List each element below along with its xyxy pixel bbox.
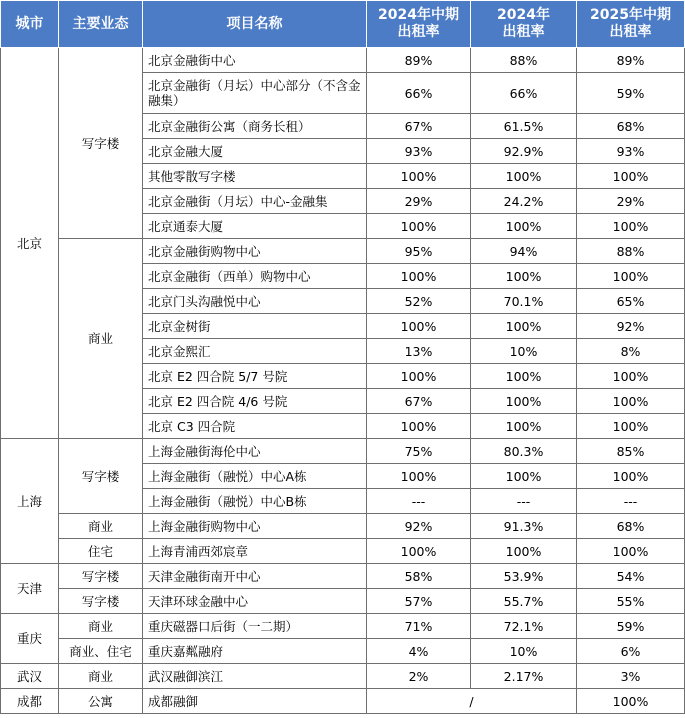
rate-2024: 92.9%: [471, 139, 577, 164]
rate-2025-mid: 55%: [577, 589, 685, 614]
rate-2024-mid: 71%: [367, 614, 471, 639]
project-name: 上海金融街（融悦）中心B栋: [143, 489, 367, 514]
table-row: [1, 689, 685, 714]
project-name: 北京 C3 四合院: [143, 414, 367, 439]
rate-2025-mid: 65%: [577, 289, 685, 314]
rate-2024-mid: 100%: [367, 164, 471, 189]
rate-2025-mid: 100%: [577, 214, 685, 239]
rate-2025-mid: 89%: [577, 48, 685, 73]
rate-2024: 10%: [471, 639, 577, 664]
project-name: 上海金融街购物中心: [143, 514, 367, 539]
project-name: 北京金融街中心: [143, 48, 367, 73]
project-name: 北京金融街（西单）购物中心: [143, 264, 367, 289]
rate-2024-mid: 57%: [367, 589, 471, 614]
project-name: 北京金熙汇: [143, 339, 367, 364]
rate-2025-mid: 88%: [577, 239, 685, 264]
project-name: 上海金融街海伦中心: [143, 439, 367, 464]
rate-2024: 91.3%: [471, 514, 577, 539]
format-cell: 商业、住宅: [59, 639, 143, 664]
table-header-row: [1, 1, 685, 48]
project-name: 成都融御: [143, 689, 367, 714]
project-name: 天津金融街南开中心: [143, 564, 367, 589]
table-row: [1, 48, 685, 73]
header-city: 城市: [1, 1, 59, 48]
city-cell: 成都: [1, 689, 59, 714]
rate-2025-mid: 85%: [577, 439, 685, 464]
rate-2024-mid: 100%: [367, 464, 471, 489]
rate-2025-mid: 59%: [577, 73, 685, 114]
rate-2025-mid: 100%: [577, 414, 685, 439]
format-cell: 商业: [59, 514, 143, 539]
rate-2024: 100%: [471, 364, 577, 389]
rate-2025-mid: 100%: [577, 364, 685, 389]
rate-2025-mid: 100%: [577, 389, 685, 414]
format-cell: 商业: [59, 239, 143, 439]
rate-2024-mid: 89%: [367, 48, 471, 73]
rate-2024-mid: ---: [367, 489, 471, 514]
rate-2024-mid: 4%: [367, 639, 471, 664]
city-cell: 北京: [1, 48, 59, 439]
rate-2025-mid: 29%: [577, 189, 685, 214]
rate-2024: 80.3%: [471, 439, 577, 464]
project-name: 上海金融街（融悦）中心A栋: [143, 464, 367, 489]
project-name: 天津环球金融中心: [143, 589, 367, 614]
rate-2025-mid: 59%: [577, 614, 685, 639]
rate-2024-mid: 100%: [367, 214, 471, 239]
header-format: 主要业态: [59, 1, 143, 48]
rate-2025-mid: 68%: [577, 514, 685, 539]
rate-2025-mid: 100%: [577, 464, 685, 489]
rate-2024: 72.1%: [471, 614, 577, 639]
rate-2024-mid: 100%: [367, 414, 471, 439]
rate-2025-mid: 6%: [577, 639, 685, 664]
rate-2024: 53.9%: [471, 564, 577, 589]
rate-2025-mid: 92%: [577, 314, 685, 339]
header-2025-mid-rate: 2025年中期 出租率: [577, 1, 685, 48]
rate-2024: ---: [471, 489, 577, 514]
rate-2024-mid: 29%: [367, 189, 471, 214]
project-name: 北京门头沟融悦中心: [143, 289, 367, 314]
rate-2024-mid: 93%: [367, 139, 471, 164]
rate-2024-mid: 95%: [367, 239, 471, 264]
rate-2025-mid: 100%: [577, 264, 685, 289]
project-name: 武汉融御滨江: [143, 664, 367, 689]
project-name: 其他零散写字楼: [143, 164, 367, 189]
rate-2024-mid: 67%: [367, 114, 471, 139]
city-cell: 上海: [1, 439, 59, 564]
rate-2024: 61.5%: [471, 114, 577, 139]
project-name: 北京金融街（月坛）中心部分（不含金融集）: [143, 73, 367, 114]
rate-2024-mid: 58%: [367, 564, 471, 589]
rate-2025-mid: 100%: [577, 164, 685, 189]
rate-2024-mid: 100%: [367, 539, 471, 564]
rate-2025-mid: 93%: [577, 139, 685, 164]
city-cell: 武汉: [1, 664, 59, 689]
header-2024-mid-rate: 2024年中期 出租率: [367, 1, 471, 48]
rate-2024-mid: 13%: [367, 339, 471, 364]
rate-2024: 100%: [471, 464, 577, 489]
table-row: [1, 589, 685, 614]
table-row: [1, 664, 685, 689]
rate-2025-mid: 68%: [577, 114, 685, 139]
project-name: 北京金树街: [143, 314, 367, 339]
project-name: 重庆磁器口后街（一二期）: [143, 614, 367, 639]
rate-2024: 100%: [471, 539, 577, 564]
rate-2024: 24.2%: [471, 189, 577, 214]
table-row: [1, 564, 685, 589]
rate-2024-mid: 100%: [367, 364, 471, 389]
rate-2025-mid: 100%: [577, 539, 685, 564]
header-project: 项目名称: [143, 1, 367, 48]
project-name: 北京金融大厦: [143, 139, 367, 164]
rate-2024-mid: 100%: [367, 264, 471, 289]
rate-2025-mid: 54%: [577, 564, 685, 589]
header-2024-rate: 2024年 出租率: [471, 1, 577, 48]
table-row: [1, 439, 685, 464]
rate-2024-mid: 100%: [367, 314, 471, 339]
project-name: 北京金融街购物中心: [143, 239, 367, 264]
rate-2024-mid: 67%: [367, 389, 471, 414]
project-name: 北京 E2 四合院 4/6 号院: [143, 389, 367, 414]
table-row: [1, 639, 685, 664]
rate-2025-mid: 8%: [577, 339, 685, 364]
table-row: [1, 539, 685, 564]
project-name: 重庆嘉粼融府: [143, 639, 367, 664]
project-name: 北京金融街公寓（商务长租）: [143, 114, 367, 139]
format-cell: 住宅: [59, 539, 143, 564]
rate-2024: 100%: [471, 164, 577, 189]
rate-2024-mid: 66%: [367, 73, 471, 114]
rate-2025-mid: ---: [577, 489, 685, 514]
table-row: [1, 239, 685, 264]
project-name: 北京 E2 四合院 5/7 号院: [143, 364, 367, 389]
rate-2024: 100%: [471, 414, 577, 439]
table-row: [1, 514, 685, 539]
format-cell: 写字楼: [59, 48, 143, 239]
city-cell: 重庆: [1, 614, 59, 664]
format-cell: 写字楼: [59, 564, 143, 589]
rate-2024: 70.1%: [471, 289, 577, 314]
rate-2024: 55.7%: [471, 589, 577, 614]
rate-2024: 10%: [471, 339, 577, 364]
format-cell: 写字楼: [59, 589, 143, 614]
rate-2024: 2.17%: [471, 664, 577, 689]
city-cell: 天津: [1, 564, 59, 614]
rate-2024-merged: /: [367, 689, 577, 714]
format-cell: 商业: [59, 614, 143, 639]
format-cell: 公寓: [59, 689, 143, 714]
rate-2024: 100%: [471, 389, 577, 414]
rate-2024: 66%: [471, 73, 577, 114]
project-name: 上海青浦西郊宸章: [143, 539, 367, 564]
rate-2025-mid: 3%: [577, 664, 685, 689]
rate-2024-mid: 75%: [367, 439, 471, 464]
rate-2024: 100%: [471, 264, 577, 289]
format-cell: 商业: [59, 664, 143, 689]
rate-2024: 100%: [471, 214, 577, 239]
rate-2024-mid: 92%: [367, 514, 471, 539]
format-cell: 写字楼: [59, 439, 143, 514]
rate-2024-mid: 52%: [367, 289, 471, 314]
project-name: 北京通泰大厦: [143, 214, 367, 239]
rate-2024: 94%: [471, 239, 577, 264]
rate-2024: 100%: [471, 314, 577, 339]
table-row: [1, 614, 685, 639]
rate-2025-mid: 100%: [577, 689, 685, 714]
rate-2024-mid: 2%: [367, 664, 471, 689]
rate-2024: 88%: [471, 48, 577, 73]
project-name: 北京金融街（月坛）中心-金融集: [143, 189, 367, 214]
